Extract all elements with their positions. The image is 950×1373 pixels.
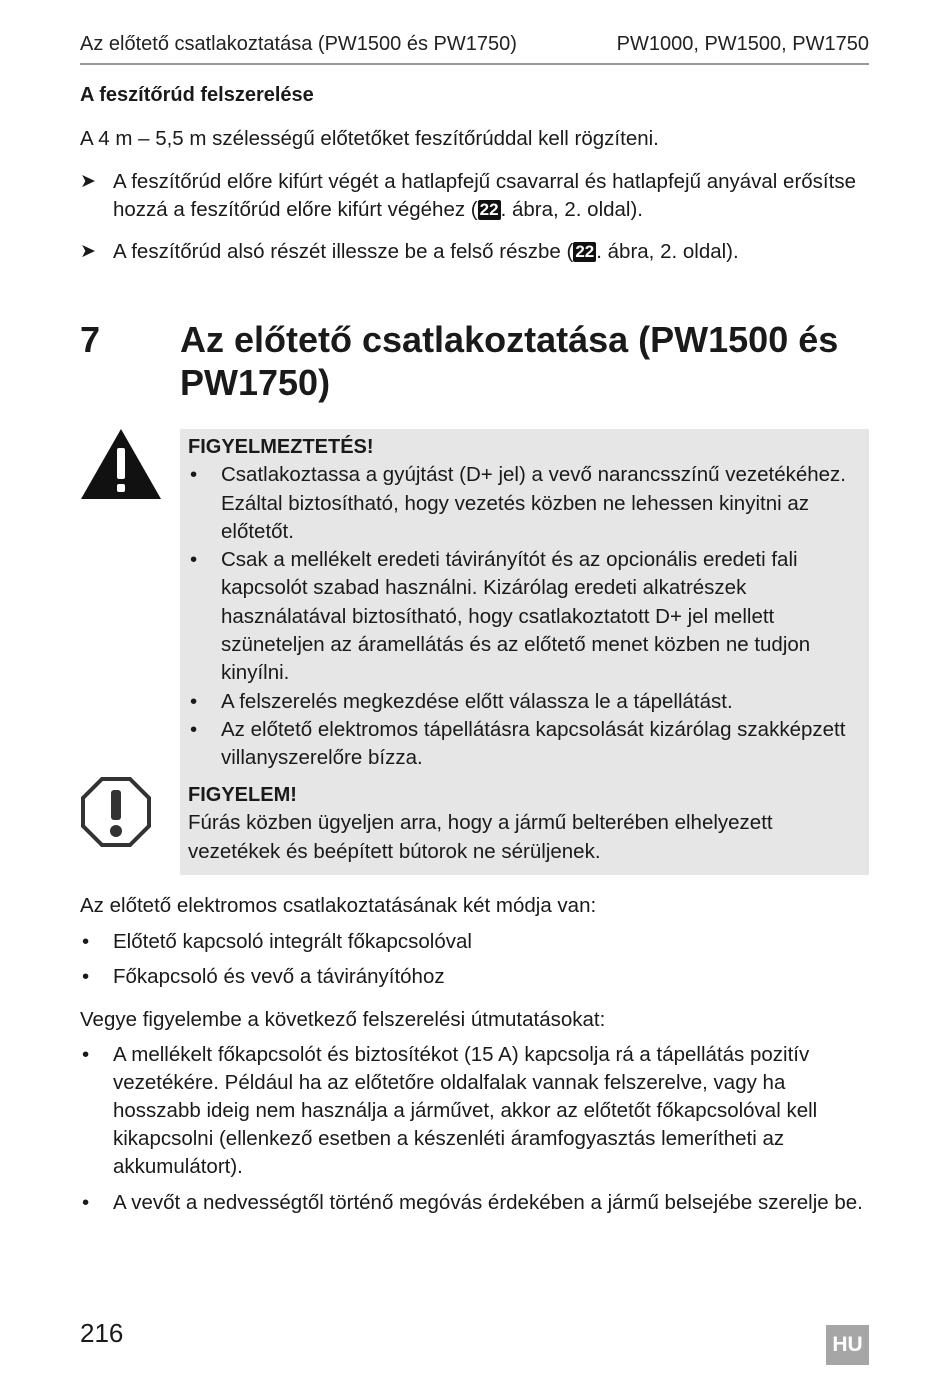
warning-list bbox=[188, 461, 859, 772]
step-text-2 bbox=[113, 238, 869, 266]
chapter-title: Az előtető csatlakoztatása (PW1500 és PW1750) bbox=[180, 319, 839, 403]
step-text-1 bbox=[113, 168, 869, 224]
warning-list-item bbox=[188, 688, 859, 716]
bullet-icon: • bbox=[190, 717, 198, 741]
instructions-list-item bbox=[80, 1041, 869, 1181]
warning-item-text: A felszerelés megkezdése előtt válassza le a tápellátást. bbox=[221, 689, 733, 713]
bullet-icon: • bbox=[190, 548, 198, 572]
warning-box bbox=[180, 429, 869, 781]
instructions-list-item bbox=[80, 1189, 869, 1217]
figure-reference-badge: 22 bbox=[575, 242, 595, 261]
language-tab: HU bbox=[826, 1325, 869, 1365]
chapter-number: 7 bbox=[80, 319, 101, 360]
modes-list-item bbox=[80, 963, 869, 991]
caution-text: Fúrás közben ügyeljen arra, hogy a jármű belterében elhelyezett vezetékek és beépített bútorok ne sérüljenek. bbox=[188, 811, 773, 863]
caution-box bbox=[180, 777, 869, 875]
bullet-icon: • bbox=[82, 1043, 90, 1066]
step-item-1 bbox=[80, 168, 869, 224]
warning-item-text: Csak a mellékelt eredeti távirányítót és az opcionális eredeti fali kapcsolót szabad használni. Kizárólag eredeti alkatrészek használatával biztosítható, hogy csatlakoztatott D+ jel mellett szüneteljen az áramellátás és az előtető menet közben ne tudjon kinyílni. bbox=[221, 548, 811, 685]
caution-octagon-icon bbox=[80, 776, 152, 848]
step-text-1-main: A feszítőrúd előre kifúrt végét a hatlapfejű csavarral és hatlapfejű anyával erősítse hozzá a feszítőrúd előre kifúrt végéhez ( bbox=[113, 170, 856, 221]
instructions-item-text: A mellékelt főkapcsolót és biztosítékot (15 A) kapcsolja rá a tápellátás pozitív vezetékére. Például ha az előtetőre oldalfalak vannak felszerelve, vagy ha hosszabb ideig nem használja a járművet, akkor az előtetőt főkapcsolóval kell kikapcsolni (ellenkező esetben a készenléti áramfogyasztás lemerítheti az akkumulátort). bbox=[113, 1043, 818, 1178]
modes-intro: Az előtető elektromos csatlakoztatásának két módja van: bbox=[80, 894, 597, 917]
caution-heading: FIGYELEM! bbox=[188, 784, 297, 806]
warning-list-item bbox=[188, 546, 859, 687]
step-text-2-main: A feszítőrúd alsó részét illessze be a felső részbe ( bbox=[113, 240, 574, 263]
page-header bbox=[80, 33, 869, 65]
figure-reference-badge: 22 bbox=[479, 200, 499, 219]
warning-triangle-icon bbox=[80, 428, 162, 500]
bullet-icon: • bbox=[82, 930, 90, 953]
modes-item-text: Főkapcsoló és vevő a távirányítóhoz bbox=[113, 965, 445, 988]
warning-item-text: Az előtető elektromos tápellátásra kapcsolását kizárólag szakképzett villanyszerelőre bízza. bbox=[221, 717, 846, 770]
instructions-intro: Vegye figyelembe a következő felszerelési útmutatásokat: bbox=[80, 1008, 606, 1031]
bullet-icon: • bbox=[82, 1191, 90, 1214]
bullet-icon: • bbox=[190, 689, 198, 713]
arrow-icon: ➤ bbox=[80, 241, 96, 262]
arrow-icon: ➤ bbox=[80, 171, 96, 192]
warning-list-item bbox=[188, 461, 859, 546]
warning-list-item bbox=[188, 716, 859, 773]
instructions-item-text: A vevőt a nedvességtől történő megóvás érdekében a jármű belsejébe szerelje be. bbox=[113, 1191, 863, 1214]
step-text-1-tail: . ábra, 2. oldal). bbox=[500, 198, 644, 221]
page-number: 216 bbox=[80, 1318, 124, 1348]
step-item-2 bbox=[80, 238, 869, 266]
bullet-icon: • bbox=[190, 463, 198, 487]
warning-heading: FIGYELMEZTETÉS! bbox=[188, 436, 374, 458]
bullet-icon: • bbox=[82, 965, 90, 988]
intro-paragraph: A 4 m – 5,5 m szélességű előtetőket feszítőrúddal kell rögzíteni. bbox=[80, 127, 659, 150]
step-text-2-tail: . ábra, 2. oldal). bbox=[596, 240, 739, 263]
modes-list-item bbox=[80, 928, 869, 956]
warning-item-text: Csatlakoztassa a gyújtást (D+ jel) a vevő narancsszínű vezetékéhez. Ezáltal biztosítható, hogy vezetés közben ne lehessen kinyitni az előtetőt. bbox=[221, 463, 846, 543]
subheading: A feszítőrúd felszerelése bbox=[80, 84, 314, 106]
header-section-title: Az előtető csatlakoztatása (PW1500 és PW1750) bbox=[80, 33, 517, 55]
modes-item-text: Előtető kapcsoló integrált főkapcsolóval bbox=[113, 930, 472, 953]
header-model-list: PW1000, PW1500, PW1750 bbox=[616, 33, 869, 55]
